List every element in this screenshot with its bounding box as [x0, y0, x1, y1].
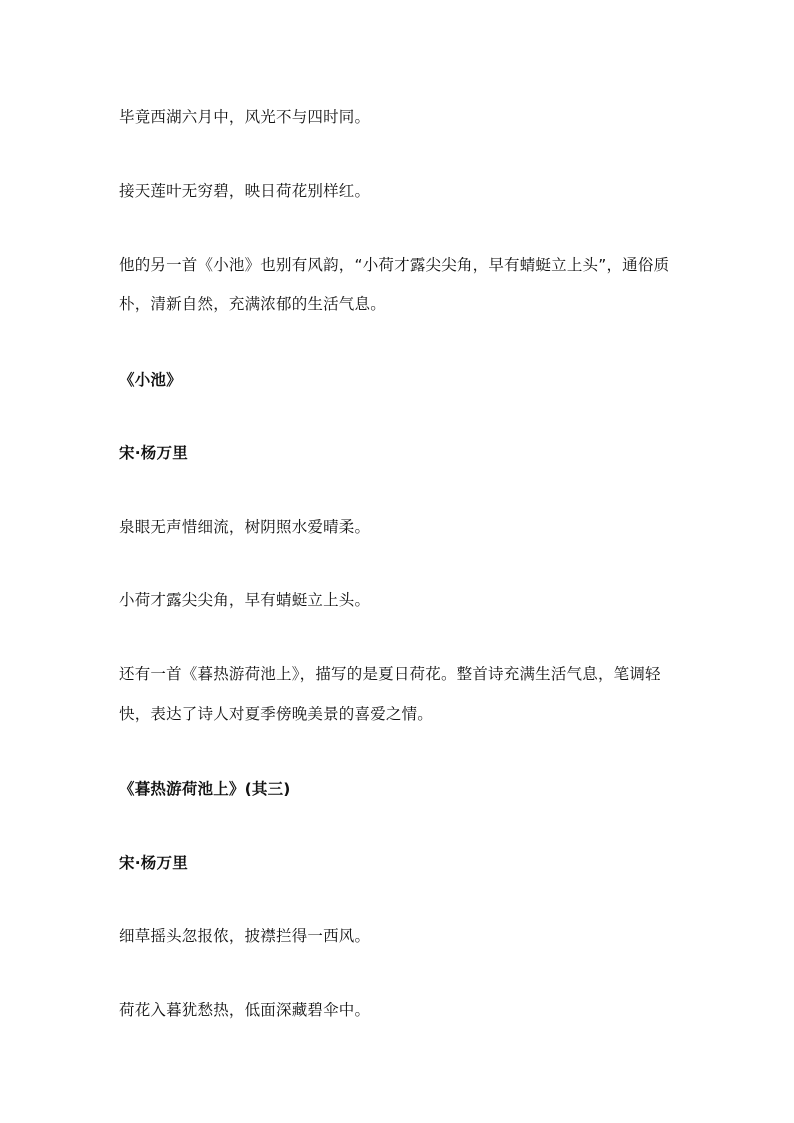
- paragraph-line: 朴，清新自然，充满浓郁的生活气息。: [119, 295, 386, 313]
- poem-title: 《小池》: [119, 371, 182, 389]
- poem-title: 《暮热游荷池上》(其三): [119, 780, 291, 798]
- poem-line: 小荷才露尖尖角，早有蜻蜓立上头。: [119, 591, 371, 609]
- poem-line: 接天莲叶无穷碧，映日荷花别样红。: [119, 182, 371, 200]
- poem-line: 荷花入暮犹愁热，低面深藏碧伞中。: [119, 1001, 371, 1019]
- poem-line: 毕竟西湖六月中，风光不与四时同。: [119, 108, 371, 126]
- poem-line: 细草摇头忽报侬，披襟拦得一西风。: [119, 927, 371, 945]
- poem-author: 宋·杨万里: [119, 854, 188, 872]
- paragraph-line: 快，表达了诗人对夏季傍晚美景的喜爱之情。: [119, 705, 434, 723]
- paragraph-line: 他的另一首《小池》也别有风韵，“小荷才露尖尖角，早有蜻蜓立上头”，通俗质: [119, 256, 670, 274]
- paragraph-line: 还有一首《暮热游荷池上》，描写的是夏日荷花。整首诗充满生活气息，笔调轻: [119, 665, 661, 683]
- poem-line: 泉眼无声惜细流，树阴照水爱晴柔。: [119, 518, 371, 536]
- poem-author: 宋·杨万里: [119, 444, 188, 462]
